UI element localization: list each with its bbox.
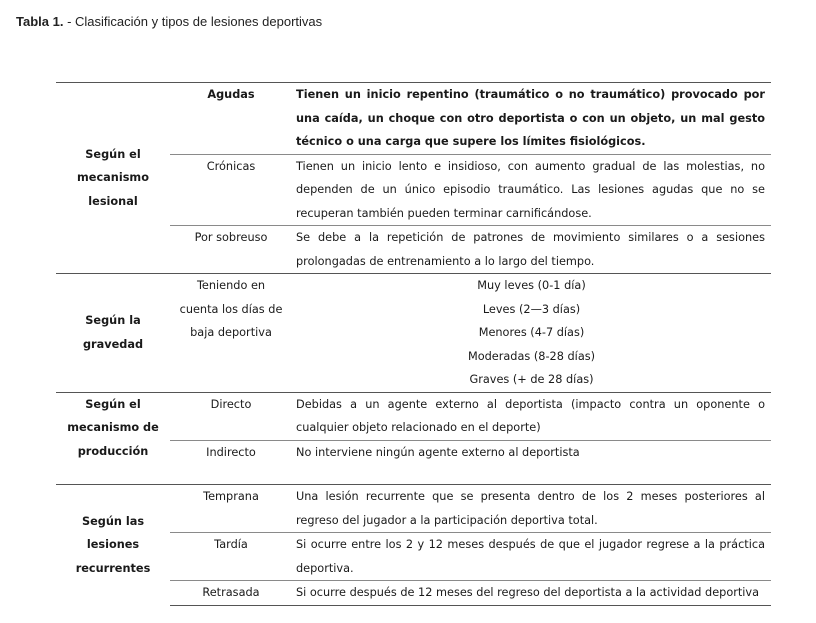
group-mecanismo-produccion: Según el mecanismo de producción <box>56 392 170 485</box>
table-row <box>56 485 771 533</box>
row-desc-agudas: Tienen un inicio repentino (traumático o no traumático) provocado por una caída, un choque con otro deportista o con un objeto, un mal gesto técnico o una carga que supere los límites fisiológicos. <box>292 83 771 155</box>
group-lesiones-recurrentes: Según las lesiones recurrentes <box>56 485 170 606</box>
injury-classification-table <box>56 82 771 606</box>
severity-level: Graves (+ de 28 días) <box>469 373 594 386</box>
severity-level: Menores (4-7 días) <box>478 326 585 339</box>
row-label-indirecto: Indirecto <box>170 440 292 464</box>
table-row <box>56 274 771 393</box>
row-label-temprana: Temprana <box>170 485 292 533</box>
row-label-dias-baja: Teniendo en cuenta los días de baja deportiva <box>170 274 292 393</box>
row-label-directo: Directo <box>170 392 292 440</box>
severity-levels <box>292 274 771 393</box>
row-label-tardia: Tardía <box>170 533 292 581</box>
row-desc-temprana: Una lesión recurrente que se presenta dentro de los 2 meses posteriores al regreso del jugador a la participación deportiva total. <box>292 485 771 533</box>
row-label-agudas: Agudas <box>170 83 292 155</box>
row-desc-cronicas: Tienen un inicio lento e insidioso, con aumento gradual de las molestias, no dependen de un único episodio traumático. Las lesiones agudas que no se recuperan también pueden terminar carnificándose. <box>292 154 771 226</box>
row-label-retrasada: Retrasada <box>170 581 292 606</box>
row-desc-sobreuso: Se debe a la repetición de patrones de movimiento similares o a sesiones prolongadas de entrenamiento a lo largo del tiempo. <box>292 226 771 274</box>
caption-label: Tabla 1. <box>16 14 64 29</box>
severity-level: Leves (2—3 días) <box>482 302 581 316</box>
table-row <box>56 83 771 155</box>
row-label-sobreuso: Por sobreuso <box>170 226 292 274</box>
caption-text: - Clasificación y tipos de lesiones deportivas <box>63 14 323 29</box>
severity-level: Moderadas (8-28 días) <box>467 349 596 363</box>
row-desc-tardia: Si ocurre entre los 2 y 12 meses después de que el jugador regrese a la práctica deportiva. <box>292 533 771 581</box>
group-mecanismo-lesional: Según el mecanismo lesional <box>56 83 170 274</box>
severity-level: Muy leves (0-1 día) <box>477 279 586 292</box>
table-caption <box>16 14 322 29</box>
row-label-cronicas: Crónicas <box>170 154 292 226</box>
group-gravedad: Según la gravedad <box>56 274 170 393</box>
row-desc-indirecto: No interviene ningún agente externo al deportista <box>292 440 771 464</box>
row-desc-retrasada: Si ocurre después de 12 meses del regreso del deportista a la actividad deportiva <box>292 581 771 606</box>
row-desc-directo: Debidas a un agente externo al deportista (impacto contra un oponente o cualquier objeto relacionado en el deporte) <box>292 392 771 440</box>
table-row <box>56 392 771 440</box>
